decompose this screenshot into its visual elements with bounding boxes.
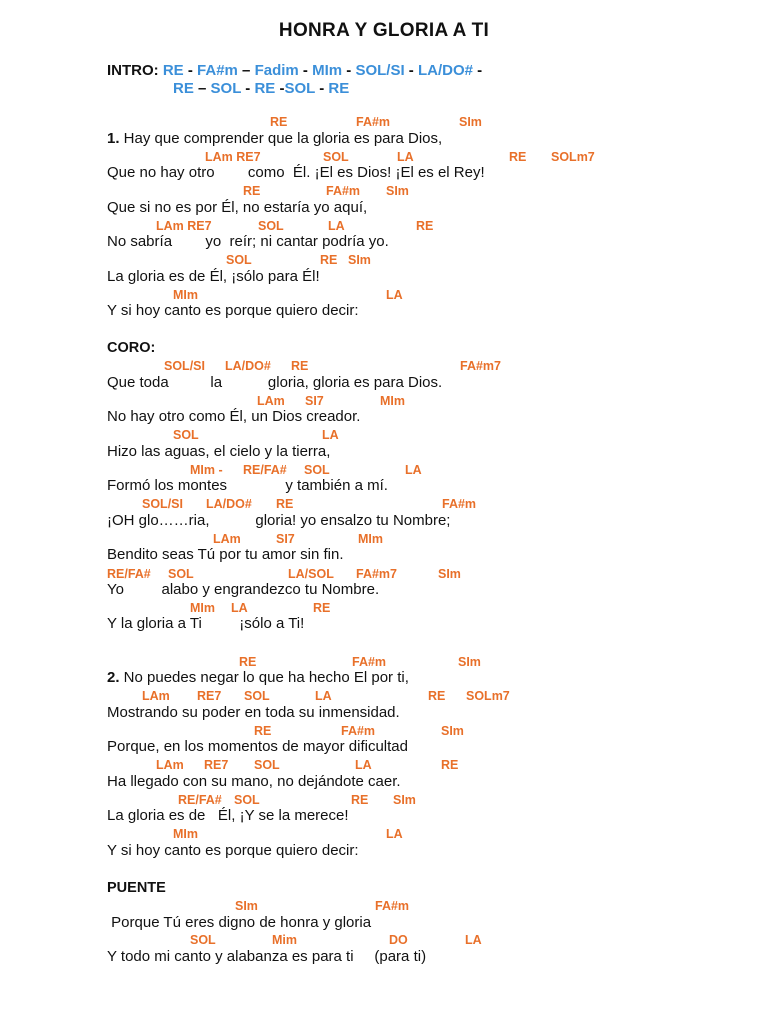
chord: RE [254, 724, 272, 738]
chord: LAm RE7 [156, 219, 212, 233]
intro-chord: RE [328, 80, 350, 97]
verse-number: 1. [107, 130, 120, 147]
chord: SOL/SI [142, 497, 183, 511]
chord: LA [355, 758, 372, 772]
chord: RE/FA# [107, 567, 151, 581]
intro-line-2 [173, 80, 349, 97]
chord: LAm RE7 [205, 150, 261, 164]
chord: LA/SOL [288, 567, 334, 581]
chord: LA [465, 933, 482, 947]
intro-label: INTRO: [107, 62, 159, 79]
intro-separator: - [241, 80, 255, 97]
chord: RE [320, 253, 338, 267]
chord: FA#m7 [460, 359, 501, 373]
intro-separator: - [298, 62, 313, 79]
lyric-line: La gloria es de Él, ¡Y se la merece! [107, 807, 349, 824]
chord: LA [328, 219, 345, 233]
intro-separator: - [342, 62, 356, 79]
intro-chords-1 [163, 62, 482, 79]
chord: LA/DO# [225, 359, 271, 373]
chord: SIm [386, 184, 409, 198]
chord: SOLm7 [466, 689, 510, 703]
chord: LA [397, 150, 414, 164]
lyric-line: Porque Tú eres digno de honra y gloria [107, 914, 372, 931]
chord: RE [428, 689, 446, 703]
chord: FA#m7 [356, 567, 397, 581]
chord: SOL [258, 219, 284, 233]
chord: LA [386, 288, 403, 302]
chord: MIm [173, 288, 198, 302]
chord: SOL [173, 428, 199, 442]
chord: RE [351, 793, 369, 807]
section-header-puente: PUENTE [107, 880, 166, 896]
chord: RE [416, 219, 434, 233]
section-header-coro: CORO: [107, 340, 156, 356]
intro-chord: Fadim [254, 62, 299, 79]
chord: RE [509, 150, 527, 164]
chord: SIm [441, 724, 464, 738]
chord: RE7 [197, 689, 222, 703]
lyric-line: Ha llegado con su mano, no dejándote caer. [107, 773, 401, 790]
intro-separator: – [237, 62, 255, 79]
lyric-line: Y si hoy canto es porque quiero decir: [107, 842, 359, 859]
lyric-line: Bendito seas Tú por tu amor sin fin. [107, 546, 344, 563]
song-title: HONRA Y GLORIA A TI [278, 20, 490, 41]
chord: SOL/SI [164, 359, 205, 373]
lyric-line: Y todo mi canto y alabanza es para ti (para ti) [107, 948, 427, 965]
chord: SI7 [276, 532, 295, 546]
intro-chord: SOL [284, 80, 316, 97]
chord: LAm [257, 394, 285, 408]
chord: FA#m [356, 115, 391, 129]
chord: SOL [168, 567, 194, 581]
chord: LAm [142, 689, 170, 703]
chord: SOL [234, 793, 260, 807]
chord: RE [270, 115, 288, 129]
chord: SOLm7 [551, 150, 595, 164]
chord: RE [276, 497, 294, 511]
chord: SOL [190, 933, 216, 947]
chord: LA [386, 827, 403, 841]
chord: SIm [348, 253, 371, 267]
intro-chord: SOL/SI [355, 62, 405, 79]
lyric-line: Que no hay otro como Él. ¡El es Dios! ¡El es el Rey! [107, 164, 485, 181]
intro-chord: RE [173, 80, 194, 97]
lyric-line: Yo alabo y engrandezco tu Nombre. [107, 581, 380, 598]
intro-chord: RE [162, 62, 184, 79]
chord: MIm [173, 827, 198, 841]
chord: FA#m [352, 655, 387, 669]
chord: SI7 [305, 394, 324, 408]
chord: FA#m [341, 724, 376, 738]
intro-separator: - [275, 80, 285, 97]
chord: LA [231, 601, 248, 615]
lyric-line: Y si hoy canto es porque quiero decir: [107, 302, 359, 319]
chord: SOL [244, 689, 270, 703]
lyric-text: No puedes negar lo que ha hecho El por ti, [119, 669, 409, 686]
chord: SOL [254, 758, 280, 772]
verse-number: 2. [107, 669, 120, 686]
lyric-line: Y la gloria a Ti ¡sólo a Ti! [107, 615, 305, 632]
chord: RE/FA# [178, 793, 222, 807]
lyric-line: Que si no es por Él, no estaría yo aquí, [107, 199, 368, 216]
chord: FA#m [442, 497, 477, 511]
intro-chords-2 [173, 80, 349, 97]
lyric-line: Hizo las aguas, el cielo y la tierra, [107, 443, 331, 460]
intro-chord: MIm [312, 62, 343, 79]
chord: SOL [323, 150, 349, 164]
chord: MIm - [190, 463, 223, 477]
intro-chord: LA/DO# [417, 62, 473, 79]
chord: SOL [304, 463, 330, 477]
chord: LA [315, 689, 332, 703]
intro-chord: FA#m [197, 62, 238, 79]
chord: RE [239, 655, 257, 669]
lyric-line [107, 130, 442, 148]
chord: RE [243, 184, 261, 198]
chord: RE/FA# [243, 463, 287, 477]
intro-separator: – [193, 80, 211, 97]
chord: SIm [235, 899, 258, 913]
chord: RE [291, 359, 309, 373]
chord: RE [441, 758, 459, 772]
lyric-line: ¡OH glo……ria, gloria! yo ensalzo tu Nombre; [107, 512, 451, 529]
chord: FA#m [326, 184, 361, 198]
lyric-line: Porque, en los momentos de mayor dificultad [107, 738, 408, 755]
intro-separator: - [315, 80, 329, 97]
lyric-line: Que toda la gloria, gloria es para Dios. [107, 374, 443, 391]
chord: SIm [393, 793, 416, 807]
intro-line-1 [107, 62, 482, 79]
chord: RE7 [204, 758, 229, 772]
intro-chord: SOL [210, 80, 242, 97]
chord: FA#m [375, 899, 410, 913]
intro-chord: RE [254, 80, 276, 97]
chord: RE [313, 601, 331, 615]
chord: DO [389, 933, 408, 947]
lyric-line: No hay otro como Él, un Dios creador. [107, 408, 361, 425]
chord: LAm [213, 532, 241, 546]
lyric-text: Hay que comprender que la gloria es para Dios, [119, 130, 443, 147]
chord: LAm [156, 758, 184, 772]
chord: MIm [358, 532, 383, 546]
intro-separator: - [473, 62, 483, 79]
lyric-line: Formó los montes y también a mí. [107, 477, 388, 494]
lyric-line [107, 669, 409, 687]
chord: MIm [190, 601, 215, 615]
chord: LA/DO# [206, 497, 252, 511]
chord: SIm [438, 567, 461, 581]
chord: SIm [458, 655, 481, 669]
chord: SOL [226, 253, 252, 267]
intro-separator: - [404, 62, 418, 79]
intro-separator: - [183, 62, 198, 79]
lyric-line: La gloria es de Él, ¡sólo para Él! [107, 268, 320, 285]
chord: LA [405, 463, 422, 477]
lyric-line: No sabría yo reír; ni cantar podría yo. [107, 233, 389, 250]
chord: SIm [459, 115, 482, 129]
chord: Mim [272, 933, 297, 947]
chord: LA [322, 428, 339, 442]
lyric-line: Mostrando su poder en toda su inmensidad. [107, 704, 400, 721]
chord: MIm [380, 394, 405, 408]
